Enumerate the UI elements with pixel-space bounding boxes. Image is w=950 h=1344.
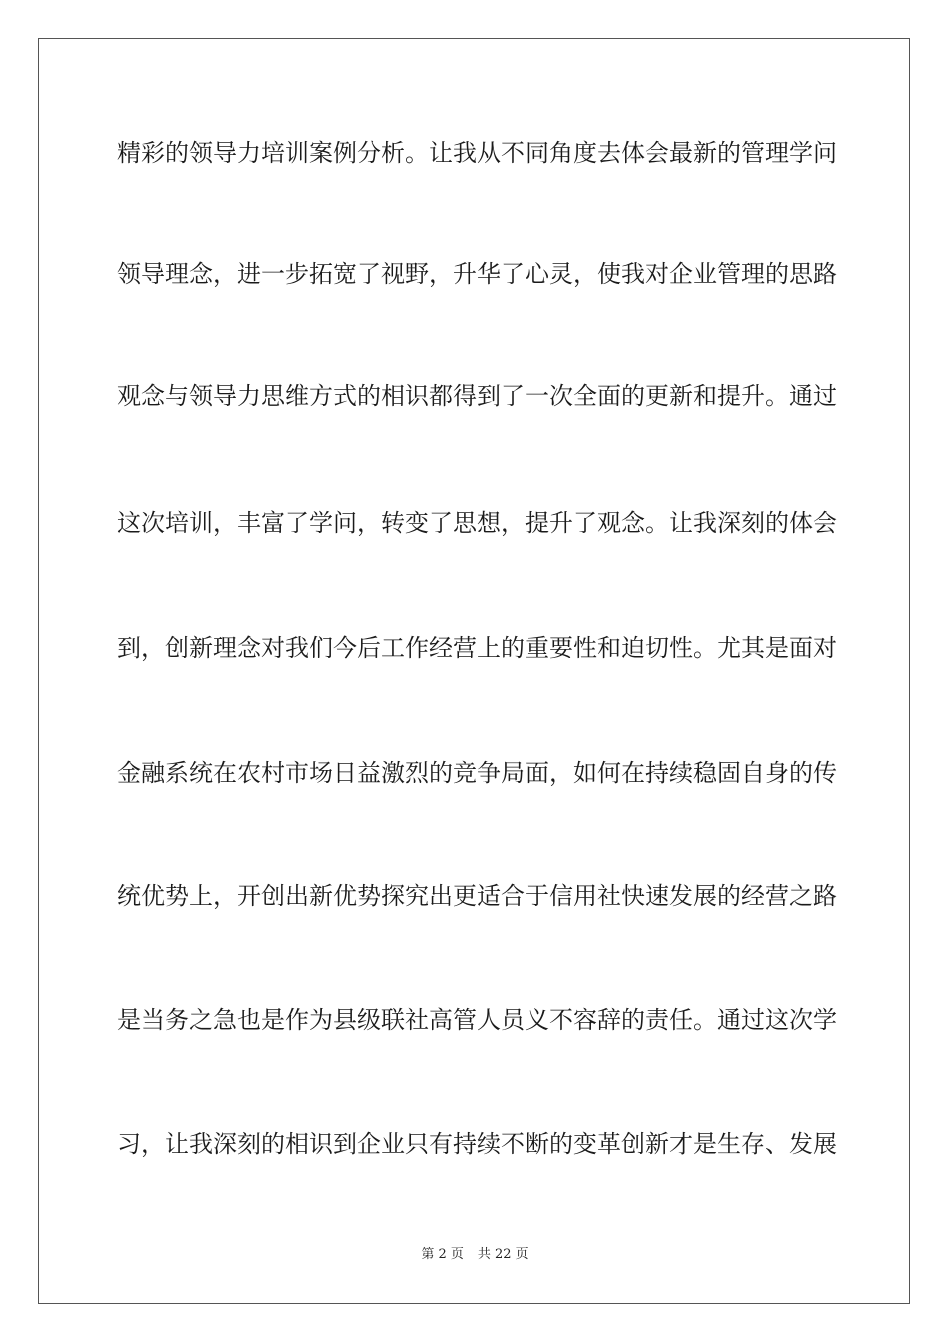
text-line-4: 这次培训，丰富了学问，转变了思想，提升了观念。让我深刻的体会 (117, 509, 837, 537)
text-line-9: 习，让我深刻的相识到企业只有持续不断的变革创新才是生存、发展 (117, 1130, 837, 1158)
page-footer (0, 1246, 950, 1264)
text-line-5: 到，创新理念对我们今后工作经营上的重要性和迫切性。尤其是面对 (117, 634, 837, 662)
text-line-7: 统优势上，开创出新优势探究出更适合于信用社快速发展的经营之路 (117, 882, 837, 910)
text-line-1: 精彩的领导力培训案例分析。让我从不同角度去体会最新的管理学问 (117, 139, 837, 167)
text-line-2: 领导理念，进一步拓宽了视野，升华了心灵，使我对企业管理的思路 (117, 260, 837, 288)
text-line-3: 观念与领导力思维方式的相识都得到了一次全面的更新和提升。通过 (117, 382, 837, 410)
text-line-8: 是当务之急也是作为县级联社高管人员义不容辞的责任。通过这次学 (117, 1006, 837, 1034)
page-number: 第 2 页 (421, 1247, 464, 1262)
page-border (38, 38, 910, 1304)
page-total: 共 22 页 (477, 1247, 529, 1262)
text-line-6: 金融系统在农村市场日益激烈的竞争局面，如何在持续稳固自身的传 (117, 759, 837, 787)
